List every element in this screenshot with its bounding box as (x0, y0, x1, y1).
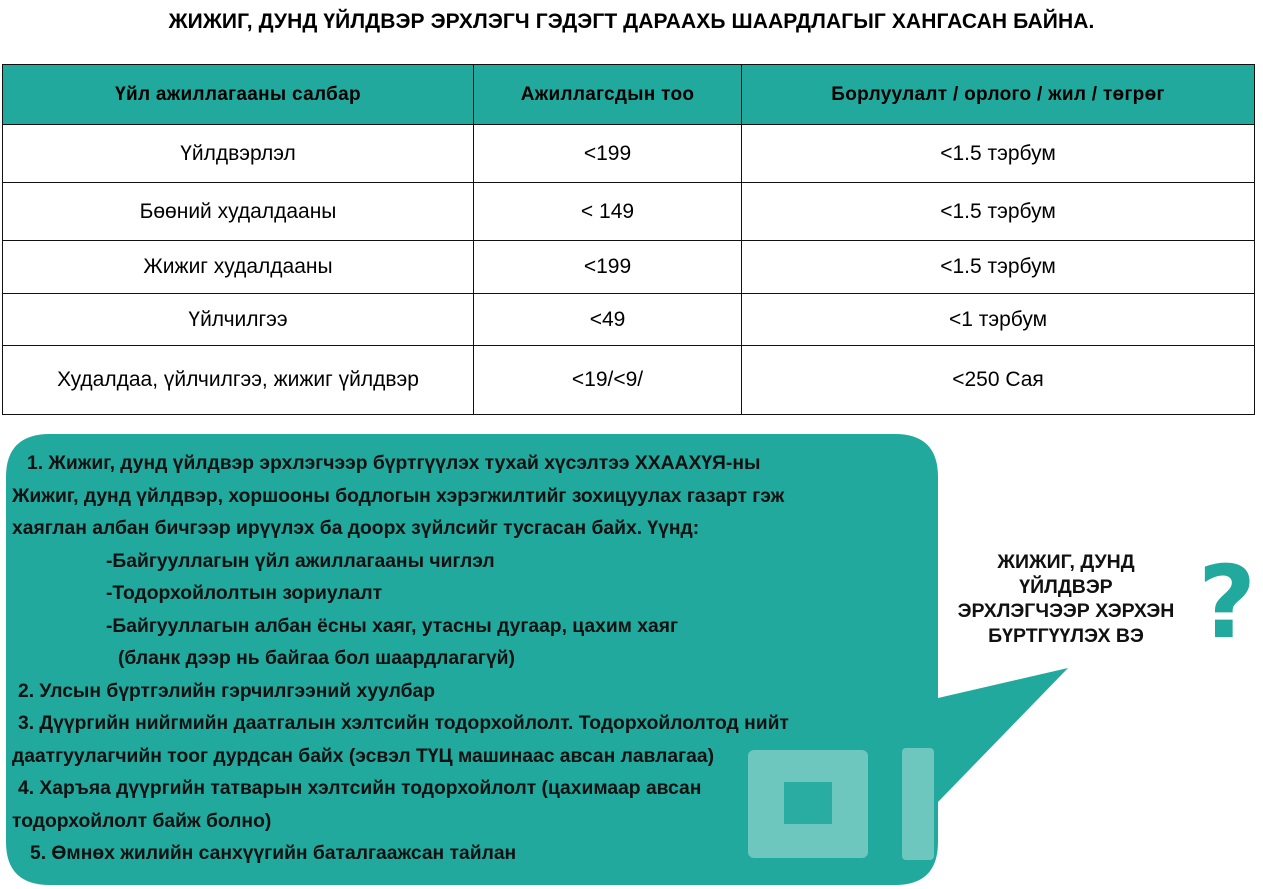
requirements-table (2, 64, 1255, 415)
list-subitem: -Тодорхойлолтын зориулалт (106, 583, 383, 604)
list-item: Жижиг, дунд үйлдвэр, хоршооны бодлогын хэрэгжилтийг зохицуулах газарт гэж (12, 485, 785, 507)
table-row (3, 183, 1255, 241)
list-item: 2. Улсын бүртгэлийн гэрчилгээний хуулбар (18, 680, 436, 702)
list-item: тодорхойлолт байж болно) (12, 810, 272, 832)
table-row (3, 241, 1255, 294)
cell-sector: Үйлчилгээ (3, 294, 474, 346)
side-question-line: ЖИЖИГ, ДУНД (997, 551, 1135, 573)
side-question-line: ЭРХЛЭГЧЭЭР ХЭРХЭН (957, 600, 1175, 622)
cell-revenue: <1 тэрбум (742, 294, 1255, 346)
table-row (3, 294, 1255, 346)
speech-bubble (0, 430, 1263, 889)
requirements-list (12, 448, 932, 871)
cell-revenue: <1.5 тэрбум (742, 183, 1255, 241)
table-row (3, 125, 1255, 183)
side-question-line: ҮЙЛДВЭР (1019, 575, 1113, 598)
cell-employees: <19/<9/ (474, 346, 742, 415)
cell-revenue: <250 Сая (742, 346, 1255, 415)
table-header-row (3, 65, 1255, 125)
cell-sector: Худалдаа, үйлчилгээ, жижиг үйлдвэр (3, 346, 474, 415)
header-sector: Үйл ажиллагааны салбар (3, 65, 474, 125)
cell-revenue: <1.5 тэрбум (742, 125, 1255, 183)
list-item: 4. Харъяа дүүргийн татварын хэлтсийн тодорхойлолт (цахимаар авсан (18, 778, 702, 799)
side-question (946, 550, 1186, 648)
list-subitem-note: (бланк дээр нь байгаа бол шаардлагагүй) (118, 648, 515, 669)
side-question-line: БҮРТГҮҮЛЭХ ВЭ (988, 624, 1144, 647)
header-employees: Ажиллагсдын тоо (474, 65, 742, 125)
list-item: 1. Жижиг, дунд үйлдвэр эрхлэгчээр бүртгүүлэх тухай хүсэлтээ ХХААХҮЯ-ны (27, 453, 761, 474)
cell-employees: <199 (474, 125, 742, 183)
list-item: хаяглан албан бичгээр ирүүлэх ба доорх зүйлсийг тусгасан байх. Үүнд: (12, 518, 700, 539)
cell-employees: <199 (474, 241, 742, 294)
page-title: ЖИЖИГ, ДУНД ҮЙЛДВЭР ЭРХЛЭГЧ ГЭДЭГТ ДАРААХЬ ШААРДЛАГЫГ ХАНГАСАН БАЙНА. (168, 10, 1095, 33)
list-subitem: -Байгууллагын үйл ажиллагааны чиглэл (106, 550, 495, 572)
cell-employees: <49 (474, 294, 742, 346)
list-item: 5. Өмнөх жилийн санхүүгийн баталгаажсан тайлан (30, 843, 517, 864)
cell-sector: Бөөний худалдааны (3, 183, 474, 241)
list-item: 3. Дүүргийн нийгмийн даатгалын хэлтсийн тодорхойлолт. Тодорхойлолтод нийт (18, 713, 789, 734)
cell-sector: Жижиг худалдааны (3, 241, 474, 294)
question-mark-icon: ? (1198, 544, 1257, 661)
table-row (3, 346, 1255, 415)
header-revenue: Борлуулалт / орлого / жил / төгрөг (742, 65, 1255, 125)
cell-sector: Үйлдвэрлэл (3, 125, 474, 183)
list-item: даатгуулагчийн тоог дурдсан байх (эсвэл ТҮЦ машинаас авсан лавлагаа) (12, 745, 715, 767)
cell-employees: < 149 (474, 183, 742, 241)
cell-revenue: <1.5 тэрбум (742, 241, 1255, 294)
list-subitem: -Байгууллагын албан ёсны хаяг, утасны дугаар, цахим хаяг (106, 615, 679, 637)
